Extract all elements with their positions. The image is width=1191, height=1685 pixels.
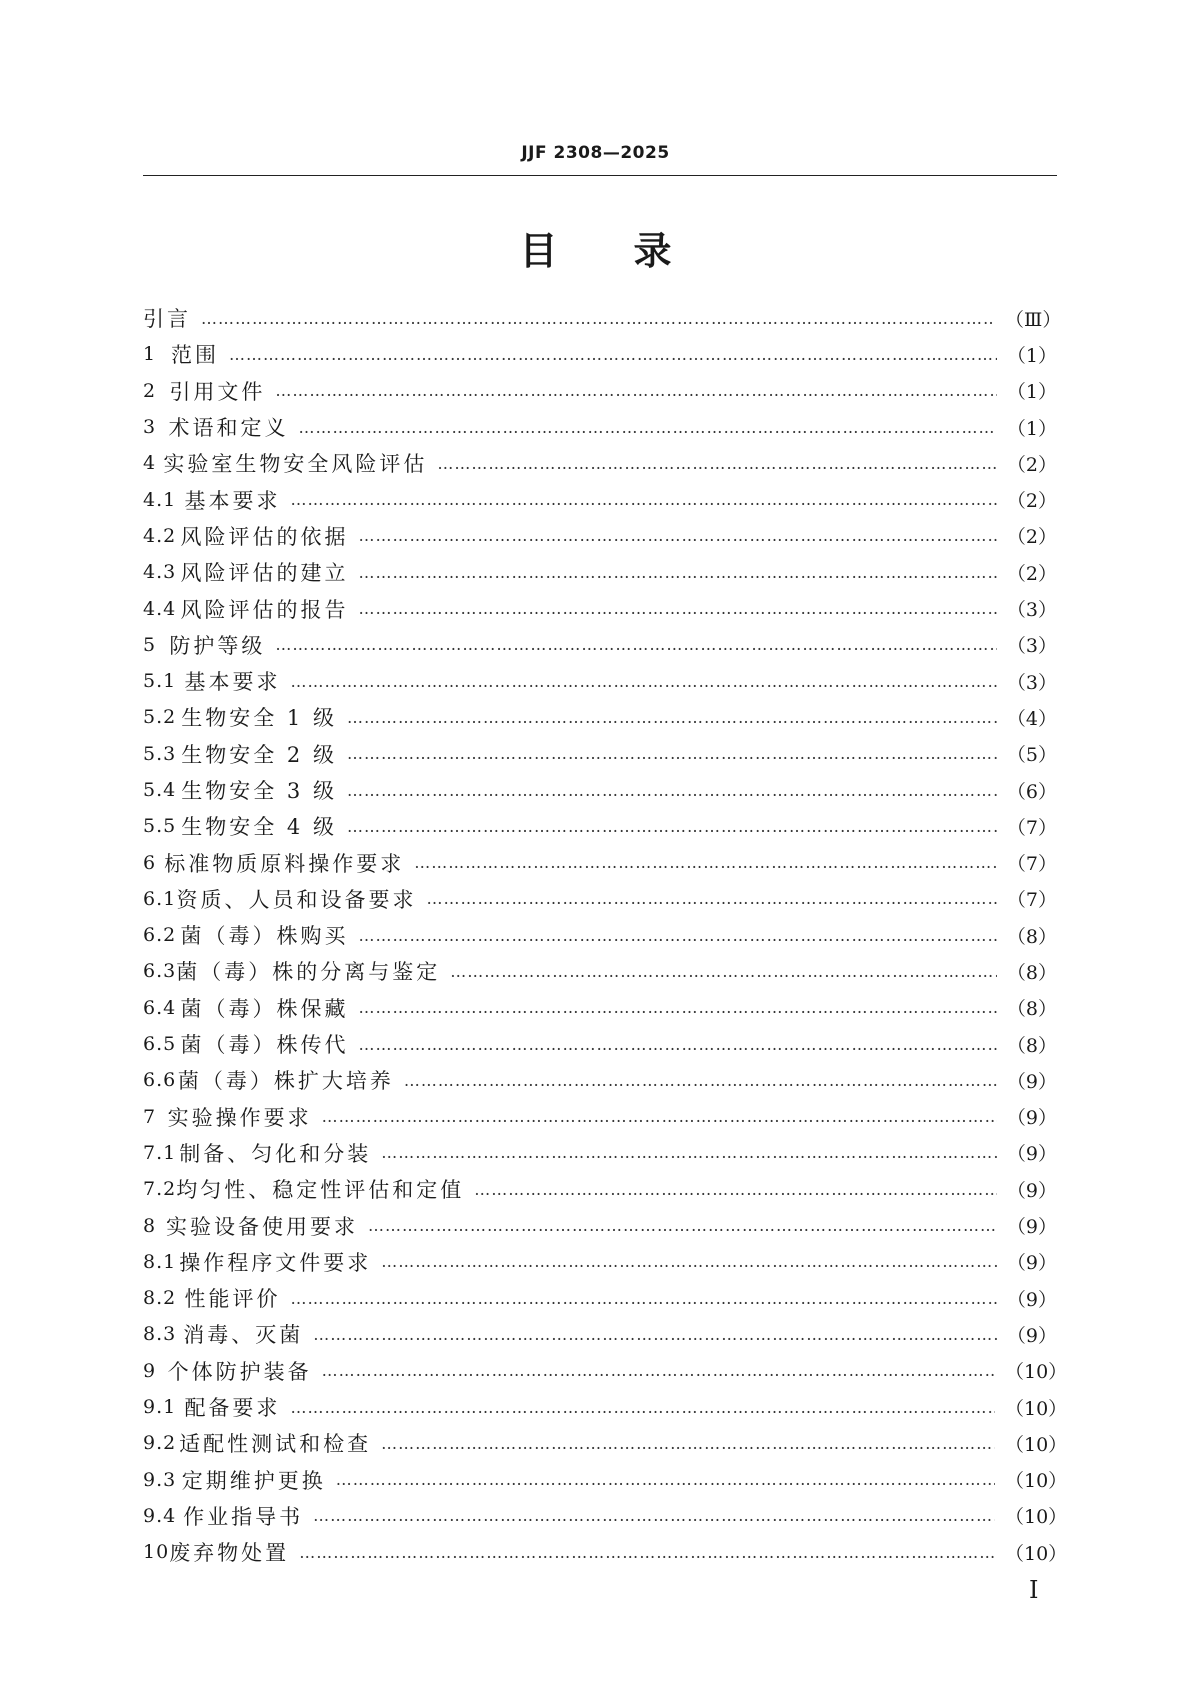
toc-entry[interactable] — [143, 1207, 1057, 1243]
toc-entry[interactable] — [143, 1099, 1057, 1135]
toc-entry-number: 5.2 — [143, 706, 177, 729]
toc-entry-label: 基本要求 — [184, 488, 281, 513]
toc-entry[interactable] — [143, 373, 1057, 409]
toc-entry[interactable] — [143, 554, 1057, 590]
page-title: 目 录 — [519, 229, 672, 273]
toc-dot-leader — [322, 1107, 997, 1126]
toc-entry-label: 实验操作要求 — [167, 1105, 312, 1130]
toc-dot-leader — [201, 309, 995, 328]
toc-dot-leader — [291, 490, 997, 509]
toc-entry-page: （10） — [1005, 1397, 1068, 1420]
toc-entry[interactable] — [143, 1026, 1057, 1062]
toc-entry-number: 6.1 — [143, 887, 177, 910]
toc-entry-label: 操作程序文件要求 — [179, 1250, 372, 1275]
toc-entry-number: 6 — [143, 851, 157, 874]
toc-entry-label: 废弃物处置 — [169, 1541, 290, 1566]
toc-entry-number: 6.6 — [143, 1069, 177, 1092]
toc-entry-page: （7） — [1006, 853, 1057, 876]
toc-entry[interactable] — [143, 481, 1057, 517]
toc-entry[interactable] — [143, 990, 1057, 1026]
toc-entry-number: 6.4 — [143, 996, 177, 1019]
toc-entry-page: （8） — [1006, 925, 1057, 948]
toc-entry-number: 9.3 — [143, 1468, 177, 1491]
toc-entry-page: （9） — [1006, 1216, 1057, 1239]
toc-entry-page: （3） — [1006, 599, 1057, 622]
toc-entry[interactable] — [143, 445, 1057, 481]
toc-entry-page: （9） — [1006, 1324, 1057, 1347]
toc-entry-page: （10） — [1005, 1542, 1068, 1565]
toc-entry-page: （1） — [1006, 381, 1057, 404]
toc-entry[interactable] — [143, 1353, 1068, 1389]
toc-entry[interactable] — [143, 772, 1057, 808]
page-folio: Ⅰ — [1029, 1576, 1039, 1604]
toc-entry-label: 风险评估的建立 — [180, 561, 349, 586]
toc-entry-label: 引言 — [143, 307, 191, 332]
toc-entry-page: （9） — [1006, 1252, 1057, 1275]
toc-entry-number: 8.3 — [143, 1323, 177, 1346]
toc-dot-leader — [229, 345, 997, 364]
toc-dot-leader — [291, 672, 997, 691]
toc-entry[interactable] — [143, 1244, 1057, 1280]
toc-entry-number: 6.3 — [143, 960, 177, 983]
toc-dot-leader — [414, 853, 997, 872]
toc-entry[interactable] — [143, 627, 1057, 663]
toc-dot-leader — [427, 889, 997, 908]
toc-entry-label: 资质、人员和设备要求 — [176, 887, 417, 912]
toc-entry[interactable] — [143, 663, 1057, 699]
toc-dot-leader — [359, 1035, 997, 1054]
toc-entry[interactable] — [143, 1389, 1068, 1425]
toc-entry[interactable] — [143, 409, 1057, 445]
toc-entry-page: （Ⅲ） — [1005, 308, 1062, 331]
toc-entry-number: 4.1 — [143, 488, 177, 511]
toc-dot-leader — [290, 1398, 995, 1417]
toc-dot-leader — [381, 1252, 997, 1271]
toc-entry-label: 实验设备使用要求 — [165, 1214, 358, 1239]
toc-entry-label: 定期维护更换 — [181, 1468, 326, 1493]
toc-dot-leader — [474, 1180, 997, 1199]
toc-dot-leader — [291, 1289, 997, 1308]
toc-entry-label: 风险评估的依据 — [180, 524, 349, 549]
toc-entry[interactable] — [143, 336, 1057, 372]
toc-entry-number: 4.2 — [143, 524, 177, 547]
toc-dot-leader — [450, 962, 997, 981]
toc-entry-number: 8 — [143, 1214, 157, 1237]
toc-entry-number: 5.4 — [143, 779, 177, 801]
toc-dot-leader — [359, 526, 997, 545]
toc-entry-page: （10） — [1005, 1361, 1068, 1384]
toc-entry-page: （5） — [1006, 744, 1057, 767]
toc-dot-leader — [359, 563, 997, 582]
toc-dot-leader — [381, 1434, 995, 1453]
toc-entry-label: 标准物质原料操作要求 — [164, 851, 405, 876]
toc-entry-label: 个体防护装备 — [167, 1359, 312, 1384]
toc-entry-number: 5 — [143, 633, 157, 656]
toc-entry-number: 2 — [143, 379, 157, 402]
toc-entry-label: 生物安全 1 级 — [181, 706, 337, 731]
toc-entry[interactable] — [143, 844, 1057, 880]
toc-dot-leader — [299, 1543, 995, 1562]
toc-entry-page: （10） — [1005, 1433, 1068, 1456]
toc-entry[interactable] — [143, 1135, 1057, 1171]
toc-entry-page: （8） — [1006, 961, 1057, 984]
toc-entry-label: 生物安全 2 级 — [181, 742, 337, 767]
toc-entry-page: （2） — [1006, 490, 1057, 513]
toc-entry-label: 防护等级 — [169, 633, 266, 658]
toc-entry-number: 5.1 — [143, 670, 177, 693]
toc-entry-label: 制备、匀化和分装 — [179, 1141, 372, 1166]
toc-dot-leader — [359, 599, 997, 618]
toc-entry-number: 10 — [143, 1541, 170, 1564]
table-of-contents — [143, 300, 1068, 1570]
toc-entry-number: 5.5 — [143, 815, 177, 838]
toc-entry-page: （10） — [1005, 1506, 1068, 1529]
toc-dot-leader — [347, 708, 997, 727]
toc-entry-page: （8） — [1006, 998, 1057, 1021]
toc-dot-leader — [368, 1216, 997, 1235]
toc-dot-leader — [322, 1361, 995, 1380]
toc-entry-label: 性能评价 — [184, 1287, 281, 1312]
toc-entry-number: 7.1 — [143, 1141, 177, 1164]
toc-entry-label: 菌（毒）株扩大培养 — [177, 1069, 394, 1094]
toc-entry-number: 7.2 — [143, 1178, 177, 1201]
toc-entry-label: 风险评估的报告 — [180, 597, 349, 622]
toc-entry[interactable] — [143, 917, 1057, 953]
toc-entry-page: （9） — [1006, 1179, 1057, 1202]
toc-entry-label: 菌（毒）株传代 — [180, 1033, 349, 1058]
toc-entry[interactable] — [143, 1062, 1057, 1098]
toc-entry[interactable] — [143, 1425, 1068, 1461]
toc-dot-leader — [299, 418, 997, 437]
toc-entry-page: （1） — [1006, 344, 1057, 367]
toc-entry-label: 实验室生物安全风险评估 — [163, 452, 428, 477]
toc-dot-leader — [359, 998, 997, 1017]
toc-entry-label: 配备要求 — [184, 1396, 281, 1421]
toc-entry-number: 6.5 — [143, 1033, 177, 1056]
toc-entry-label: 基本要求 — [184, 670, 281, 695]
toc-entry-label: 术语和定义 — [168, 416, 289, 441]
toc-entry[interactable] — [143, 808, 1057, 844]
toc-entry-number: 5.3 — [143, 742, 177, 765]
toc-entry-label: 消毒、灭菌 — [183, 1323, 304, 1348]
header-rule — [143, 175, 1057, 176]
toc-entry-number: 4.4 — [143, 597, 177, 620]
toc-entry-page: （10） — [1005, 1470, 1068, 1493]
toc-entry-number: 7 — [143, 1105, 157, 1128]
toc-entry-page: （9） — [1006, 1143, 1057, 1166]
toc-entry-label: 范围 — [171, 343, 220, 368]
toc-entry-label: 适配性测试和检查 — [179, 1432, 372, 1457]
toc-dot-leader — [275, 381, 997, 400]
toc-entry-page: （8） — [1006, 1034, 1057, 1057]
toc-entry-label: 菌（毒）株购买 — [180, 924, 349, 949]
toc-entry-number: 6.2 — [143, 924, 177, 947]
toc-entry-number: 8.1 — [143, 1250, 177, 1273]
toc-entry[interactable] — [143, 1280, 1057, 1316]
toc-entry-page: （9） — [1006, 1288, 1057, 1311]
toc-entry-page: （3） — [1006, 671, 1057, 694]
toc-entry-page: （9） — [1006, 1070, 1057, 1093]
toc-entry-number: 9.2 — [143, 1432, 177, 1455]
toc-entry-number: 8.2 — [143, 1287, 177, 1310]
toc-dot-leader — [347, 817, 997, 836]
toc-entry-number: 9.4 — [143, 1504, 177, 1527]
toc-entry-page: （2） — [1006, 562, 1057, 585]
toc-entry-label: 菌（毒）株保藏 — [180, 996, 349, 1021]
toc-entry[interactable] — [143, 300, 1062, 336]
toc-entry[interactable] — [143, 1171, 1057, 1207]
toc-entry-page: （9） — [1006, 1107, 1057, 1130]
toc-entry[interactable] — [143, 699, 1057, 735]
toc-entry-page: （6） — [1006, 780, 1057, 803]
toc-entry-page: （7） — [1006, 889, 1057, 912]
toc-entry-number: 1 — [143, 343, 157, 366]
toc-entry[interactable] — [143, 881, 1057, 917]
toc-entry[interactable] — [143, 1462, 1068, 1498]
toc-entry-page: （1） — [1006, 417, 1057, 440]
toc-dot-leader — [359, 926, 997, 945]
toc-entry-page: （3） — [1006, 635, 1057, 658]
toc-entry[interactable] — [143, 518, 1057, 554]
toc-entry-page: （4） — [1006, 707, 1057, 730]
toc-entry-page: （2） — [1006, 453, 1057, 476]
toc-entry[interactable] — [143, 953, 1057, 989]
toc-dot-leader — [347, 781, 997, 800]
toc-entry-label: 引用文件 — [169, 379, 266, 404]
toc-dot-leader — [313, 1506, 995, 1525]
toc-dot-leader — [313, 1325, 997, 1344]
toc-dot-leader — [347, 744, 997, 763]
toc-entry-label: 菌（毒）株的分离与鉴定 — [176, 960, 441, 985]
toc-entry-page: （2） — [1006, 526, 1057, 549]
toc-dot-leader — [275, 635, 997, 654]
toc-entry-number: 4 — [143, 452, 157, 475]
toc-entry[interactable] — [143, 1316, 1057, 1352]
toc-entry[interactable] — [143, 590, 1057, 626]
toc-entry[interactable] — [143, 1534, 1068, 1570]
toc-entry-page: （7） — [1006, 816, 1057, 839]
toc-entry[interactable] — [143, 736, 1057, 772]
toc-dot-leader — [404, 1071, 997, 1090]
toc-entry-number: 9 — [143, 1359, 157, 1382]
toc-entry-number: 3 — [143, 416, 157, 439]
toc-dot-leader — [336, 1470, 995, 1489]
toc-entry-label: 生物安全 3 级 — [181, 779, 337, 803]
toc-entry-label: 均匀性、稳定性评估和定值 — [176, 1178, 465, 1203]
toc-entry[interactable] — [143, 1498, 1068, 1534]
toc-entry-number: 4.3 — [143, 561, 177, 584]
toc-entry-label: 生物安全 4 级 — [181, 815, 337, 840]
toc-dot-leader — [437, 454, 996, 473]
toc-entry-number: 9.1 — [143, 1396, 177, 1419]
document-id-header: JJF 2308—2025 — [521, 143, 670, 163]
toc-dot-leader — [381, 1143, 997, 1162]
toc-entry-label: 作业指导书 — [183, 1504, 304, 1529]
